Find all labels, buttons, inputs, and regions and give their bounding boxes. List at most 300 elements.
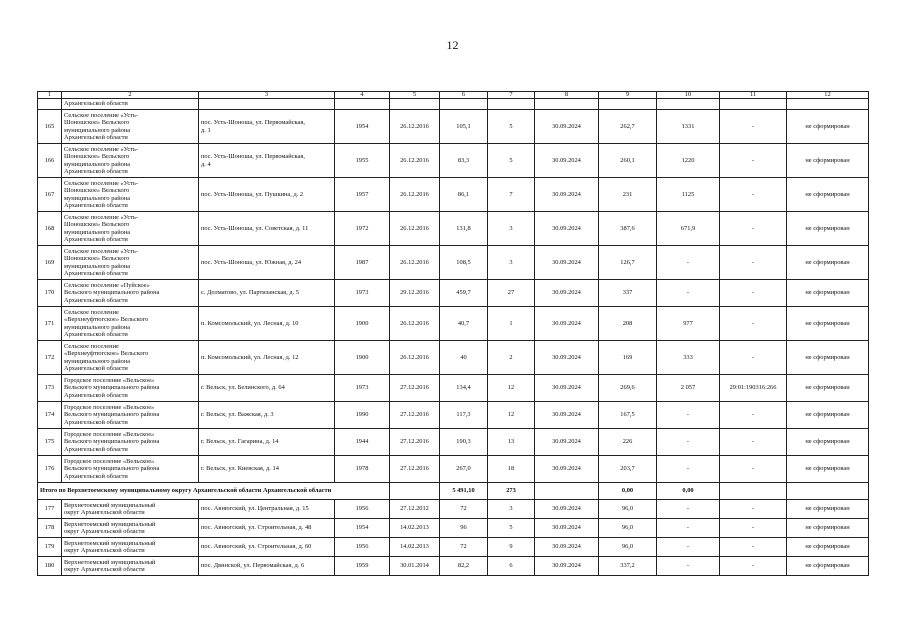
value-cell: 96,0	[599, 500, 657, 519]
owner-cell	[62, 456, 199, 483]
status-cell: не сформирован	[787, 456, 869, 483]
status-cell: не сформирован	[787, 557, 869, 576]
status-cell: не сформирован	[787, 212, 869, 246]
address-cell	[199, 519, 335, 538]
cadastral-cell: -	[720, 519, 787, 538]
date-cell: 30.09.2024	[535, 110, 599, 144]
table-row	[38, 375, 869, 402]
cadastral-cell: -	[720, 341, 787, 375]
area-cell: 82,2	[440, 557, 488, 576]
date-cell: 30.09.2024	[535, 500, 599, 519]
cadastral-cell: 29:01:190316:266	[720, 375, 787, 402]
table-row	[38, 110, 869, 144]
date-cell: 30.09.2024	[535, 538, 599, 557]
owner-cell-line: Сельское поселение «Усть-	[64, 248, 139, 256]
address-cell-line: г. Вельск, ул. Белинского, д. 64	[201, 384, 285, 392]
owner-cell	[62, 500, 199, 519]
cadastral-cell: -	[720, 144, 787, 178]
cadastral-cell: -	[720, 246, 787, 280]
table-row	[38, 538, 869, 557]
address-cell-line: с. Долматово, ул. Партизанская, д. 5	[201, 289, 299, 297]
owner-cell	[62, 280, 199, 307]
row-number: 172	[38, 341, 62, 375]
count-cell: 13	[488, 429, 535, 456]
date-cell: 30.09.2024	[535, 307, 599, 341]
address-cell	[199, 500, 335, 519]
column-number: 12	[787, 92, 869, 99]
owner-cell: Архангельской области	[62, 99, 199, 110]
year-cell: 1944	[335, 429, 390, 456]
count-cell: 5	[488, 144, 535, 178]
value-cell: 2 057	[657, 375, 720, 402]
table-row	[38, 307, 869, 341]
row-number: 177	[38, 500, 62, 519]
owner-cell	[62, 402, 199, 429]
date-cell: 30.09.2024	[535, 212, 599, 246]
date-cell: 27.12.2016	[390, 375, 440, 402]
date-cell: 27.12.2012	[390, 500, 440, 519]
date-cell: 29.12.2016	[390, 280, 440, 307]
count-cell: 12	[488, 375, 535, 402]
address-cell-line: пос. Усть-Шоноша, ул. Пушкина, д. 2	[201, 190, 304, 198]
table-row	[38, 212, 869, 246]
table-row	[38, 280, 869, 307]
year-cell: 1955	[335, 144, 390, 178]
date-cell: 26.12.2016	[390, 178, 440, 212]
area-cell: 131,8	[440, 212, 488, 246]
status-cell: не сформирован	[787, 429, 869, 456]
table-row	[38, 519, 869, 538]
area-cell: 72	[440, 538, 488, 557]
owner-cell	[62, 144, 199, 178]
value-cell: 203,7	[599, 456, 657, 483]
address-cell-line: пос. Усть-Шоноша, ул. Первомайская,	[201, 119, 305, 127]
date-cell: 14.02.2013	[390, 519, 440, 538]
year-cell: 1973	[335, 280, 390, 307]
owner-cell-line: Вельского муниципального района	[64, 384, 160, 392]
value-cell: -	[657, 557, 720, 576]
owner-cell-line: Архангельской области	[64, 418, 128, 426]
address-cell-line: пос. Усть-Шоноша, ул. Южная, д. 24	[201, 258, 302, 266]
owner-cell	[62, 557, 199, 576]
date-cell: 30.09.2024	[535, 456, 599, 483]
column-number: 8	[535, 92, 599, 99]
column-number: 1	[38, 92, 62, 99]
continuation-row	[38, 99, 869, 110]
row-number: 166	[38, 144, 62, 178]
owner-cell-line: Шоношское» Вельского	[64, 221, 130, 229]
date-cell: 26.12.2016	[390, 212, 440, 246]
owner-cell-line: Верхнетоемский муниципальный	[64, 520, 156, 528]
cadastral-cell: -	[720, 402, 787, 429]
owner-cell	[62, 307, 199, 341]
address-cell	[199, 557, 335, 576]
row-number: 167	[38, 178, 62, 212]
value-cell: 96,0	[599, 519, 657, 538]
address-cell	[199, 307, 335, 341]
value-cell: 96,0	[599, 538, 657, 557]
address-cell-line: п. Комсомольский, ул. Лесная, д. 10	[201, 319, 299, 327]
year-cell: 1987	[335, 246, 390, 280]
count-cell: 3	[488, 500, 535, 519]
year-cell: 1900	[335, 341, 390, 375]
owner-cell-line: «Верхнеуфтюгское» Вельского	[64, 316, 149, 324]
value-cell: 169	[599, 341, 657, 375]
value-cell: 1220	[657, 144, 720, 178]
column-number: 3	[199, 92, 335, 99]
date-cell: 26.12.2016	[390, 341, 440, 375]
owner-cell-line: Шоношское» Вельского	[64, 119, 130, 127]
value-cell: -	[657, 429, 720, 456]
address-cell	[199, 456, 335, 483]
column-number-row	[38, 92, 869, 99]
column-number: 2	[62, 92, 199, 99]
owner-cell-line: Архангельской области	[64, 133, 128, 141]
count-cell: 18	[488, 456, 535, 483]
value-cell: 231	[599, 178, 657, 212]
owner-cell-line: Вельского муниципального района	[64, 438, 160, 446]
owner-cell-line: Архангельской области	[64, 364, 128, 372]
page-number: 12	[446, 38, 459, 52]
row-number: 175	[38, 429, 62, 456]
count-cell: 1	[488, 307, 535, 341]
column-number: 7	[488, 92, 535, 99]
owner-cell-line: округ Архангельской области	[64, 528, 145, 535]
owner-cell	[62, 178, 199, 212]
date-cell: 14.02.2013	[390, 538, 440, 557]
date-cell: 27.12.2016	[390, 456, 440, 483]
year-cell: 1972	[335, 212, 390, 246]
value-cell: 977	[657, 307, 720, 341]
owner-cell-line: Городское поселение «Вельское»	[64, 404, 155, 412]
address-cell	[199, 538, 335, 557]
count-cell: 3	[488, 246, 535, 280]
address-cell	[199, 178, 335, 212]
area-cell: 40	[440, 341, 488, 375]
table-row	[38, 341, 869, 375]
area-cell: 134,4	[440, 375, 488, 402]
year-cell: 1956	[335, 538, 390, 557]
column-number: 4	[335, 92, 390, 99]
owner-cell-line: Архангельской области	[64, 445, 128, 453]
owner-cell-line: муниципального района	[64, 194, 131, 202]
value-cell: 387,6	[599, 212, 657, 246]
owner-cell-line: Верхнетоемский муниципальный	[64, 558, 156, 566]
status-cell: не сформирован	[787, 538, 869, 557]
value-cell: 337,2	[599, 557, 657, 576]
area-cell: 190,3	[440, 429, 488, 456]
area-cell: 108,5	[440, 246, 488, 280]
cadastral-cell: -	[720, 500, 787, 519]
total-value: 0,00	[657, 483, 720, 500]
cadastral-cell: -	[720, 280, 787, 307]
owner-cell-line: муниципального района	[64, 357, 131, 365]
year-cell: 1954	[335, 110, 390, 144]
address-cell-line: г. Вельск, ул. Киевская, д. 14	[201, 465, 279, 473]
address-cell	[199, 280, 335, 307]
column-number: 11	[720, 92, 787, 99]
owner-cell-line: Верхнетоемский муниципальный	[64, 539, 156, 547]
value-cell: 337	[599, 280, 657, 307]
value-cell: 262,7	[599, 110, 657, 144]
owner-cell-line: Шоношское» Вельского	[64, 255, 130, 263]
owner-cell-line: Сельское поселение «Усть-	[64, 180, 139, 188]
address-cell-line: п. Комсомольский, ул. Лесная, д. 12	[201, 353, 299, 361]
address-cell	[199, 402, 335, 429]
table-row	[38, 429, 869, 456]
count-cell: 5	[488, 110, 535, 144]
year-cell: 1957	[335, 178, 390, 212]
address-cell	[199, 429, 335, 456]
year-cell: 1978	[335, 456, 390, 483]
row-number: 168	[38, 212, 62, 246]
area-cell: 40,7	[440, 307, 488, 341]
date-cell: 30.09.2024	[535, 144, 599, 178]
row-number: 171	[38, 307, 62, 341]
owner-cell-line: Сельское поселение «Усть-	[64, 146, 139, 154]
table-row	[38, 402, 869, 429]
row-number: 165	[38, 110, 62, 144]
value-cell: 1125	[657, 178, 720, 212]
status-cell: не сформирован	[787, 402, 869, 429]
count-cell: 5	[488, 519, 535, 538]
status-cell: не сформирован	[787, 110, 869, 144]
year-cell: 1900	[335, 307, 390, 341]
owner-cell-line: Сельское поселение	[64, 343, 119, 351]
owner-cell-line: округ Архангельской области	[64, 509, 145, 516]
address-cell	[199, 212, 335, 246]
total-label: Итого по Верхнетоемскому муниципальному округу Архангельской области Архангельской области	[38, 483, 390, 500]
address-cell	[199, 144, 335, 178]
owner-cell-line: Сельское поселение	[64, 309, 119, 317]
date-cell: 26.12.2016	[390, 307, 440, 341]
cadastral-cell: -	[720, 110, 787, 144]
address-cell-line: пос. Усть-Шоноша, ул. Советская, д. 11	[201, 224, 309, 232]
area-cell: 117,3	[440, 402, 488, 429]
address-cell-line: д. 4	[201, 160, 211, 168]
owner-cell-line: Вельского муниципального района	[64, 465, 160, 473]
table-row	[38, 500, 869, 519]
date-cell: 30.09.2024	[535, 280, 599, 307]
owner-cell-line: Сельское поселение «Усть-	[64, 214, 139, 222]
date-cell: 26.12.2016	[390, 144, 440, 178]
owner-cell	[62, 538, 199, 557]
address-cell-line: д. 1	[201, 126, 211, 134]
column-number: 9	[599, 92, 657, 99]
row-number: 169	[38, 246, 62, 280]
value-cell: 126,7	[599, 246, 657, 280]
owner-cell-line: муниципального района	[64, 160, 131, 168]
total-row	[38, 483, 869, 500]
owner-cell-line: муниципального района	[64, 228, 131, 236]
owner-cell	[62, 341, 199, 375]
owner-cell-line: Архангельской области	[64, 330, 128, 338]
owner-cell	[62, 519, 199, 538]
table-row	[38, 456, 869, 483]
value-cell: -	[657, 402, 720, 429]
value-cell: 260,1	[599, 144, 657, 178]
cadastral-cell: -	[720, 212, 787, 246]
area-cell: 105,1	[440, 110, 488, 144]
registry-table	[37, 91, 869, 576]
owner-cell-line: Вельского муниципального района	[64, 289, 160, 297]
table-row	[38, 246, 869, 280]
cadastral-cell: -	[720, 429, 787, 456]
address-cell-line: пос. Двинской, ул. Первомайская, д. 6	[201, 562, 305, 570]
area-cell: 267,0	[440, 456, 488, 483]
status-cell: не сформирован	[787, 144, 869, 178]
address-cell	[199, 375, 335, 402]
address-cell-line: пос. Усть-Шоноша, ул. Первомайская,	[201, 153, 305, 161]
table-row	[38, 557, 869, 576]
owner-cell	[62, 110, 199, 144]
date-cell: 27.12.2016	[390, 402, 440, 429]
owner-cell-line: Архангельской области	[64, 269, 128, 277]
area-cell: 459,7	[440, 280, 488, 307]
value-cell: 269,6	[599, 375, 657, 402]
owner-cell-line: муниципального района	[64, 323, 131, 331]
date-cell: 30.09.2024	[535, 375, 599, 402]
count-cell: 7	[488, 178, 535, 212]
date-cell: 30.09.2024	[535, 178, 599, 212]
area-cell: 72	[440, 500, 488, 519]
owner-cell	[62, 212, 199, 246]
total-value: 0,00	[599, 483, 657, 500]
owner-cell-line: Шоношское» Вельского	[64, 153, 130, 161]
owner-cell	[62, 429, 199, 456]
status-cell: не сформирован	[787, 246, 869, 280]
owner-cell-line: Архангельской области	[64, 472, 128, 480]
year-cell: 1990	[335, 402, 390, 429]
status-cell: не сформирован	[787, 280, 869, 307]
row-number: 180	[38, 557, 62, 576]
row-number: 174	[38, 402, 62, 429]
date-cell: 30.01.2014	[390, 557, 440, 576]
owner-cell-line: Вельского муниципального района	[64, 411, 160, 419]
date-cell: 26.12.2016	[390, 110, 440, 144]
value-cell: -	[657, 538, 720, 557]
status-cell: не сформирован	[787, 519, 869, 538]
address-cell	[199, 110, 335, 144]
owner-cell-line: Городское поселение «Вельское»	[64, 377, 155, 385]
owner-cell-line: Архангельской области	[64, 201, 128, 209]
value-cell: -	[657, 500, 720, 519]
address-cell-line: пос. Авнюгский, ул. Строительная, д. 60	[201, 543, 312, 551]
area-cell: 83,3	[440, 144, 488, 178]
year-cell: 1954	[335, 519, 390, 538]
address-cell	[199, 341, 335, 375]
count-cell: 9	[488, 538, 535, 557]
value-cell: 1331	[657, 110, 720, 144]
row-number: 170	[38, 280, 62, 307]
owner-cell	[62, 375, 199, 402]
owner-cell-line: Верхнетоемский муниципальный	[64, 501, 156, 509]
value-cell: 671,9	[657, 212, 720, 246]
owner-cell-line: округ Архангельской области	[64, 547, 145, 554]
date-cell: 27.12.2016	[390, 429, 440, 456]
status-cell: не сформирован	[787, 500, 869, 519]
area-cell: 96	[440, 519, 488, 538]
value-cell: 208	[599, 307, 657, 341]
date-cell: 30.09.2024	[535, 557, 599, 576]
year-cell: 1959	[335, 557, 390, 576]
value-cell: 226	[599, 429, 657, 456]
count-cell: 27	[488, 280, 535, 307]
owner-cell-line: Архангельской области	[64, 391, 128, 399]
address-cell-line: г. Вельск, ул. Гагарина, д. 14	[201, 438, 279, 446]
owner-cell-line: Шоношское» Вельского	[64, 187, 130, 195]
area-cell: 86,1	[440, 178, 488, 212]
count-cell: 2	[488, 341, 535, 375]
date-cell: 30.09.2024	[535, 341, 599, 375]
cadastral-cell: -	[720, 538, 787, 557]
status-cell: не сформирован	[787, 341, 869, 375]
status-cell: не сформирован	[787, 307, 869, 341]
table-row	[38, 178, 869, 212]
owner-cell-line: Архангельской области	[64, 167, 128, 175]
row-number: 179	[38, 538, 62, 557]
count-cell: 3	[488, 212, 535, 246]
owner-cell-line: Городское поселение «Вельское»	[64, 431, 155, 439]
value-cell: 333	[657, 341, 720, 375]
owner-cell	[62, 246, 199, 280]
total-area: 5 491,10	[440, 483, 488, 500]
value-cell: -	[657, 456, 720, 483]
address-cell-line: г. Вельск, ул. Важская, д. 3	[201, 411, 274, 419]
cadastral-cell: -	[720, 178, 787, 212]
status-cell: не сформирован	[787, 375, 869, 402]
address-cell	[199, 246, 335, 280]
column-number: 6	[440, 92, 488, 99]
owner-cell-line: «Верхнеуфтюгское» Вельского	[64, 350, 149, 358]
row-number: 178	[38, 519, 62, 538]
table-body	[38, 92, 869, 576]
total-count: 273	[488, 483, 535, 500]
owner-cell-line: муниципального района	[64, 126, 131, 134]
value-cell: -	[657, 280, 720, 307]
date-cell: 30.09.2024	[535, 429, 599, 456]
row-number: 173	[38, 375, 62, 402]
owner-cell-line: Городское поселение «Вельское»	[64, 458, 155, 466]
value-cell: 167,5	[599, 402, 657, 429]
column-number: 10	[657, 92, 720, 99]
address-cell-line: пос. Авнюгский, ул. Строительная, д. 48	[201, 524, 312, 532]
table-row	[38, 144, 869, 178]
count-cell: 6	[488, 557, 535, 576]
value-cell: -	[657, 246, 720, 280]
owner-cell-line: Архангельской области	[64, 235, 128, 243]
cadastral-cell: -	[720, 557, 787, 576]
date-cell: 30.09.2024	[535, 519, 599, 538]
cadastral-cell: -	[720, 456, 787, 483]
year-cell: 1973	[335, 375, 390, 402]
owner-cell-line: Сельское поселение «Пуйское»	[64, 282, 150, 290]
count-cell: 12	[488, 402, 535, 429]
owner-cell-line: Архангельской области	[64, 296, 128, 304]
date-cell: 26.12.2016	[390, 246, 440, 280]
address-cell-line: пос. Авнюгский, ул. Центральная, д. 15	[201, 505, 309, 513]
year-cell: 1956	[335, 500, 390, 519]
value-cell: -	[657, 519, 720, 538]
status-cell: не сформирован	[787, 178, 869, 212]
row-number: 176	[38, 456, 62, 483]
column-number: 5	[390, 92, 440, 99]
owner-cell-line: округ Архангельской области	[64, 566, 145, 573]
owner-cell-line: муниципального района	[64, 262, 131, 270]
cadastral-cell: -	[720, 307, 787, 341]
date-cell: 30.09.2024	[535, 246, 599, 280]
date-cell: 30.09.2024	[535, 402, 599, 429]
